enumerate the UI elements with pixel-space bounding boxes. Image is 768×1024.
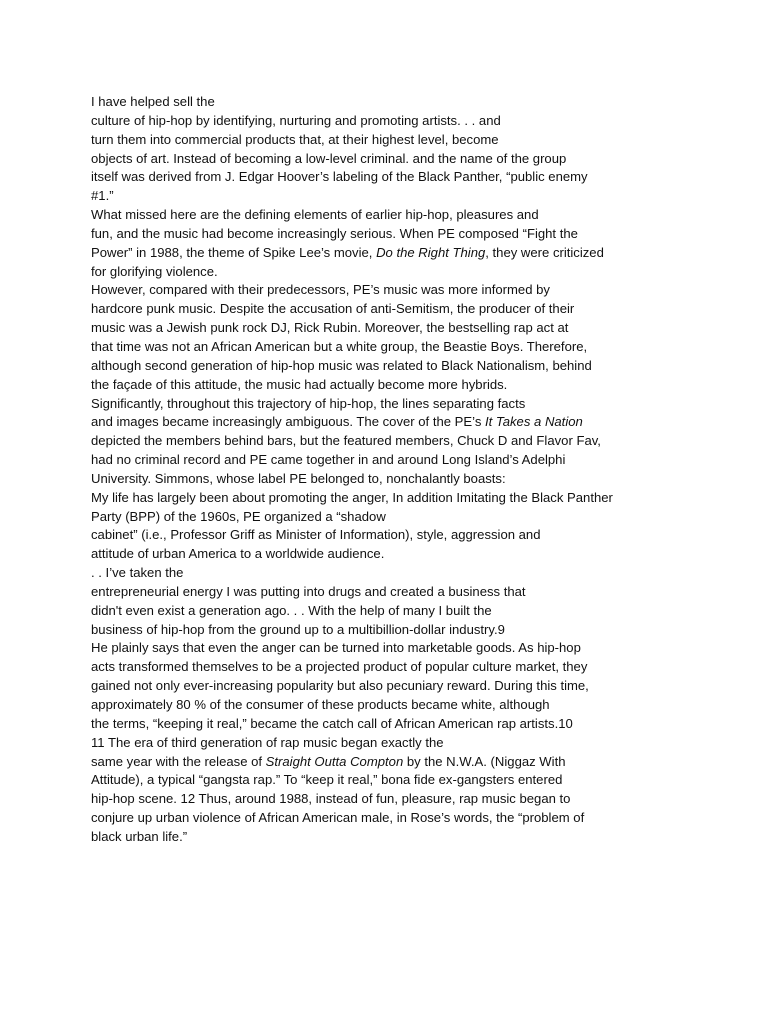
text-line: approximately 80 % of the consumer of these products became white, although bbox=[91, 697, 550, 712]
text-line: gained not only ever-increasing popularity but also pecuniary reward. During this time, bbox=[91, 678, 589, 694]
text-line: conjure up urban violence of African American male, in Rose’s words, the “problem of bbox=[91, 810, 585, 826]
text-line: hip-hop scene. 12 Thus, around 1988, instead of fun, pleasure, rap music began to bbox=[91, 791, 571, 807]
film-title: Do the Right Thing bbox=[376, 244, 486, 260]
text-line: What missed here are the defining elements of earlier hip-hop, pleasures and bbox=[91, 207, 539, 223]
text-line: Power” in 1988, the theme of Spike Lee’s movie, Do the Right Thing, they were criticized bbox=[91, 244, 604, 260]
text-line: depicted the members behind bars, but the featured members, Chuck D and Flavor Fav, bbox=[91, 433, 601, 449]
text-line: Significantly, throughout this trajectory of hip-hop, the lines separating facts bbox=[91, 395, 526, 411]
document-body bbox=[91, 93, 691, 847]
text-line: music was a Jewish punk rock DJ, Rick Rubin. Moreover, the bestselling rap act at bbox=[91, 320, 569, 336]
text-line: attitude of urban America to a worldwide audience. bbox=[91, 546, 385, 562]
text-line: business of hip-hop from the ground up to a multibillion-dollar industry.9 bbox=[91, 621, 505, 637]
text-line: for glorifying violence. bbox=[91, 263, 218, 279]
text-line: the façade of this attitude, the music had actually become more hybrids. bbox=[91, 376, 508, 392]
text-line: didn't even exist a generation ago. . . With the help of many I built the bbox=[91, 602, 492, 618]
text-line: 11 The era of third generation of rap music began exactly the bbox=[91, 734, 444, 750]
text-line: although second generation of hip-hop music was related to Black Nationalism, behind bbox=[91, 357, 592, 373]
text-line: . . I’ve taken the bbox=[91, 565, 184, 581]
text-line: He plainly says that even the anger can be turned into marketable goods. As hip-hop bbox=[91, 640, 581, 656]
text-line: black urban life.” bbox=[91, 828, 188, 844]
text-line: I have helped sell the bbox=[91, 94, 215, 109]
text-line: Attitude), a typical “gangsta rap.” To “keep it real,” bona fide ex-gangsters entered bbox=[91, 772, 563, 788]
text-line: fun, and the music had become increasingly serious. When PE composed “Fight the bbox=[91, 225, 578, 241]
text-line: the terms, “keeping it real,” became the catch call of African American rap artists.10 bbox=[91, 715, 573, 731]
text-line: same year with the release of Straight Outta Compton by the N.W.A. (Niggaz With bbox=[91, 753, 566, 769]
text-line: My life has largely been about promoting the anger, In addition Imitating the Black Panther bbox=[91, 489, 613, 505]
text-line: itself was derived from J. Edgar Hoover’s labeling of the Black Panther, “public enemy bbox=[91, 169, 588, 185]
text-line: However, compared with their predecessors, PE’s music was more informed by bbox=[91, 282, 550, 298]
text-line: and images became increasingly ambiguous. The cover of the PE’s It Takes a Nation bbox=[91, 414, 583, 430]
text-line: turn them into commercial products that, at their highest level, become bbox=[91, 131, 499, 147]
text-line: entrepreneurial energy I was putting into drugs and created a business that bbox=[91, 583, 526, 599]
text-line: had no criminal record and PE came together in and around Long Island’s Adelphi bbox=[91, 452, 566, 468]
text-line: University. Simmons, whose label PE belonged to, nonchalantly boasts: bbox=[91, 470, 506, 486]
text-line: hardcore punk music. Despite the accusation of anti-Semitism, the producer of their bbox=[91, 301, 575, 317]
text-line: objects of art. Instead of becoming a low-level criminal. and the name of the group bbox=[91, 150, 567, 166]
text-line: cabinet” (i.e., Professor Griff as Minister of Information), style, aggression and bbox=[91, 527, 541, 543]
text-line: #1.” bbox=[91, 188, 114, 204]
text-line: that time was not an African American but a white group, the Beastie Boys. Therefore, bbox=[91, 338, 588, 354]
text-line: Party (BPP) of the 1960s, PE organized a “shadow bbox=[91, 508, 386, 524]
text-line: acts transformed themselves to be a projected product of popular culture market, they bbox=[91, 659, 588, 675]
album-title: It Takes a Nation bbox=[485, 414, 583, 430]
album-title: Straight Outta Compton bbox=[265, 753, 404, 769]
text-line: culture of hip-hop by identifying, nurturing and promoting artists. . . and bbox=[91, 112, 501, 128]
